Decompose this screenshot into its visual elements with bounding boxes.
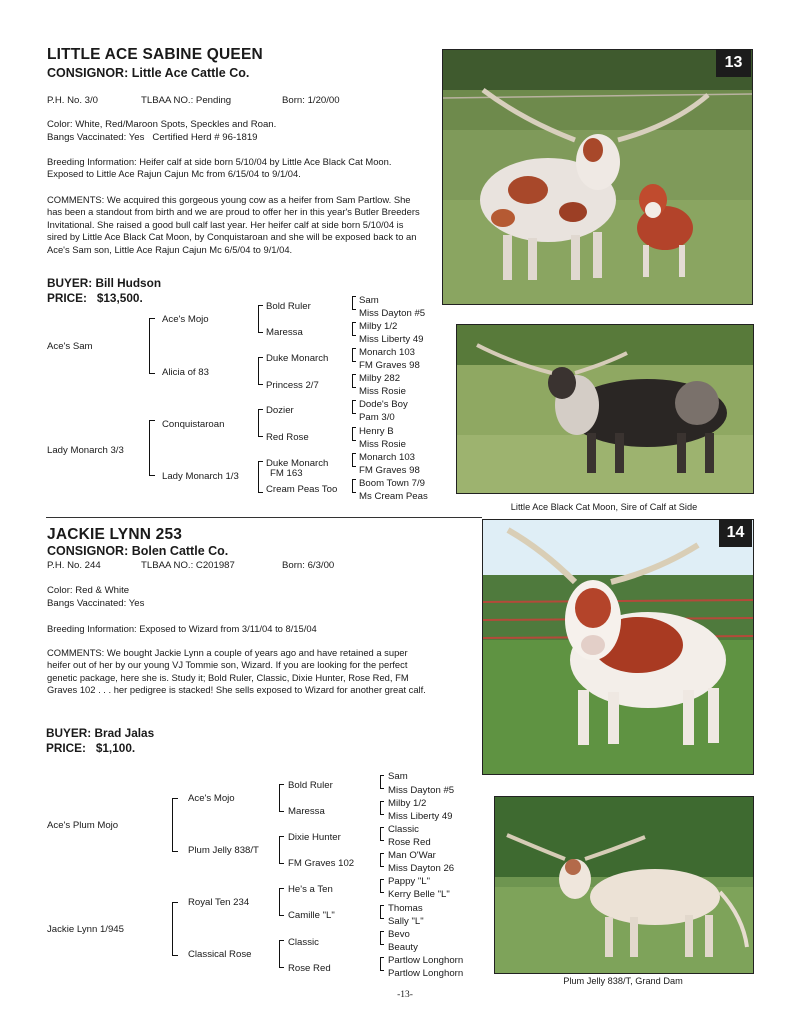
lot13-tlbaa: TLBAA NO.: Pending	[141, 95, 232, 106]
pedigree-gen2: Royal Ten 234	[188, 897, 250, 908]
pedigree-gen4: Pappy "L"	[388, 876, 431, 887]
pedigree-bracket	[352, 296, 356, 310]
section-divider	[46, 517, 482, 518]
lot14-buyer: BUYER: Brad Jalas	[46, 726, 155, 740]
pedigree-bracket	[258, 305, 263, 333]
pedigree-bracket	[380, 931, 384, 945]
pedigree-bracket	[172, 798, 178, 852]
pedigree-gen2: Ace's Mojo	[162, 314, 209, 325]
pedigree-gen4: Classic	[388, 824, 419, 835]
pedigree-gen4: Boom Town 7/9	[359, 478, 425, 489]
pedigree-bracket	[352, 348, 356, 362]
pedigree-gen4: Miss Liberty 49	[388, 811, 453, 822]
pedigree-gen4: Miss Rosie	[359, 386, 406, 397]
pedigree-bracket	[258, 409, 263, 437]
pedigree-bracket	[258, 461, 263, 493]
pedigree-gen4: Dode's Boy	[359, 399, 408, 410]
pedigree-gen4: Man O'War	[388, 850, 436, 861]
lot13-number-badge: 13	[716, 49, 751, 77]
lot14-ph: P.H. No. 244	[47, 560, 101, 571]
lot14-price: PRICE: $1,100.	[46, 741, 136, 755]
pedigree-gen4: FM Graves 98	[359, 465, 420, 476]
pedigree-bracket	[380, 827, 384, 841]
pedigree-bracket	[279, 784, 284, 812]
pedigree-bracket	[380, 879, 384, 893]
pedigree-gen2: Plum Jelly 838/T	[188, 845, 259, 856]
lot13-sire-photo	[456, 324, 754, 494]
pedigree-gen4: Ms Cream Peas	[359, 491, 428, 502]
pedigree-gen4: Milby 1/2	[359, 321, 398, 332]
pedigree-gen3: Camille "L"	[288, 910, 335, 921]
pedigree-bracket	[149, 318, 155, 374]
pedigree-gen4: FM Graves 98	[359, 360, 420, 371]
lot14-grand-dam-photo	[494, 796, 754, 974]
pedigree-gen4: Miss Liberty 49	[359, 334, 424, 345]
pedigree-sire: Ace's Sam	[47, 341, 93, 352]
pedigree-gen3: Rose Red	[288, 963, 331, 974]
lot14-photo-caption: Plum Jelly 838/T, Grand Dam	[563, 976, 683, 986]
pedigree-gen4: Henry B	[359, 426, 394, 437]
pedigree-gen4: Beauty	[388, 942, 418, 953]
page-number: -13-	[397, 990, 413, 1000]
pedigree-bracket	[352, 374, 356, 388]
pedigree-gen4: Milby 1/2	[388, 798, 427, 809]
pedigree-bracket	[279, 940, 284, 968]
pedigree-gen4: Miss Rosie	[359, 439, 406, 450]
pedigree-bracket	[352, 400, 356, 414]
pedigree-gen3: Classic	[288, 937, 319, 948]
pedigree-gen4: Bevo	[388, 929, 410, 940]
lot13-bangs: Bangs Vaccinated: Yes Certified Herd # 96-1819	[47, 132, 258, 143]
pedigree-bracket	[258, 357, 263, 385]
pedigree-bracket	[352, 322, 356, 336]
lot14-tlbaa: TLBAA NO.: C201987	[141, 560, 235, 571]
lot13-title: LITTLE ACE SABINE QUEEN	[47, 46, 263, 63]
pedigree-bracket	[279, 836, 284, 864]
pedigree-bracket	[172, 902, 178, 956]
pedigree-gen3: Duke Monarch	[266, 353, 329, 364]
lot13-ph: P.H. No. 3/0	[47, 95, 99, 106]
pedigree-bracket	[352, 479, 356, 493]
lot13-breeding: Breeding Information: Heifer calf at side born 5/10/04 by Little Ace Black Cat Moon. Exposed to Little Ace Rajun Cajun Mc from 6/15/04 to 9/1/04.	[47, 156, 392, 180]
pedigree-gen4: Pam 3/0	[359, 412, 395, 423]
pedigree-gen4: Kerry Belle "L"	[388, 889, 450, 900]
pedigree-gen2: Alicia of 83	[162, 367, 209, 378]
pedigree-gen4: Sam	[359, 295, 379, 306]
lot13-comments: COMMENTS: We acquired this gorgeous young cow as a heifer from Sam Partlow. She has been a standout from birth and we are proud to offer her in this year's Butler Breeders Invitational. She raised a good bull calf last year. Her heifer calf at side born 5/10/04 is sired by Little Ace Black Cat Moon, by Conquistaroan and she will be exposed back to an Ace's Sam son, Little Ace Rajun Cajun Mc 6/5/04 to 9/1/04.	[47, 194, 420, 255]
pedigree-dam: Jackie Lynn 1/945	[47, 924, 124, 935]
pedigree-gen3: Maressa	[288, 806, 325, 817]
pedigree-bracket	[380, 957, 384, 971]
pedigree-gen3: FM 163	[270, 468, 303, 479]
lot14-color: Color: Red & White	[47, 585, 130, 596]
pedigree-gen4: Monarch 103	[359, 347, 415, 358]
pedigree-gen4: Rose Red	[388, 837, 431, 848]
pedigree-gen2: Classical Rose	[188, 949, 252, 960]
pedigree-gen4: Sam	[388, 771, 408, 782]
pedigree-gen3: Red Rose	[266, 432, 309, 443]
lot13-photo-caption: Little Ace Black Cat Moon, Sire of Calf at Side	[510, 502, 698, 512]
pedigree-bracket	[380, 853, 384, 867]
pedigree-gen4: Milby 282	[359, 373, 401, 384]
pedigree-sire: Ace's Plum Mojo	[47, 820, 119, 831]
lot14-cow-photo	[482, 519, 754, 775]
pedigree-gen4: Miss Dayton #5	[359, 308, 426, 319]
lot14-born: Born: 6/3/00	[282, 560, 335, 571]
pedigree-gen3: Dixie Hunter	[288, 832, 341, 843]
pedigree-gen3: Maressa	[266, 327, 303, 338]
pedigree-gen2: Ace's Mojo	[188, 793, 235, 804]
pedigree-gen2: Lady Monarch 1/3	[162, 471, 239, 482]
lot13-price: PRICE: $13,500.	[47, 291, 143, 305]
lot14-bangs: Bangs Vaccinated: Yes	[47, 598, 145, 609]
pedigree-bracket	[352, 427, 356, 441]
pedigree-bracket	[380, 801, 384, 815]
lot14-consignor: CONSIGNOR: Bolen Cattle Co.	[47, 544, 229, 558]
pedigree-bracket	[380, 905, 384, 919]
pedigree-gen4: Miss Dayton #5	[388, 785, 455, 796]
pedigree-gen4: Thomas	[388, 903, 423, 914]
pedigree-bracket	[149, 420, 155, 476]
pedigree-gen4: Miss Dayton 26	[388, 863, 455, 874]
pedigree-gen4: Partlow Longhorn	[388, 968, 464, 979]
pedigree-gen4: Monarch 103	[359, 452, 415, 463]
lot13-cow-calf-photo	[442, 49, 753, 305]
lot13-buyer: BUYER: Bill Hudson	[47, 276, 162, 290]
lot14-number-badge: 14	[719, 519, 752, 547]
pedigree-gen3: Bold Ruler	[266, 301, 311, 312]
pedigree-gen4: Sally "L"	[388, 916, 424, 927]
pedigree-gen3: Dozier	[266, 405, 294, 416]
pedigree-bracket	[279, 888, 284, 916]
lot14-breeding: Breeding Information: Exposed to Wizard from 3/11/04 to 8/15/04	[47, 623, 317, 634]
lot14-title: JACKIE LYNN 253	[47, 526, 183, 543]
pedigree-gen3: Cream Peas Too	[266, 484, 338, 495]
pedigree-gen4: Partlow Longhorn	[388, 955, 464, 966]
pedigree-bracket	[352, 453, 356, 467]
lot13-color: Color: White, Red/Maroon Spots, Speckles and Roan.	[47, 119, 277, 130]
pedigree-gen3: Bold Ruler	[288, 780, 333, 791]
pedigree-gen3: He's a Ten	[288, 884, 333, 895]
lot13-born: Born: 1/20/00	[282, 95, 340, 106]
pedigree-gen3: Princess 2/7	[266, 380, 319, 391]
pedigree-bracket	[380, 775, 384, 789]
pedigree-gen2: Conquistaroan	[162, 419, 225, 430]
pedigree-gen3: FM Graves 102	[288, 858, 355, 869]
lot14-comments: COMMENTS: We bought Jackie Lynn a couple of years ago and have retained a super heifer out of her by our young VJ Tommie son, Wizard. If you are looking for the perfect genetic package, here she is. Study it; Bold Ruler, Classic, Dixie Hunter, Rose Red, FM Graves 102 . . . her pedigree is stacked! She sells exposed to Wizard for another great calf.	[47, 647, 426, 696]
pedigree-gen3: Duke Monarch	[266, 458, 329, 469]
pedigree-dam: Lady Monarch 3/3	[47, 445, 124, 456]
lot13-consignor: CONSIGNOR: Little Ace Cattle Co.	[47, 66, 250, 80]
